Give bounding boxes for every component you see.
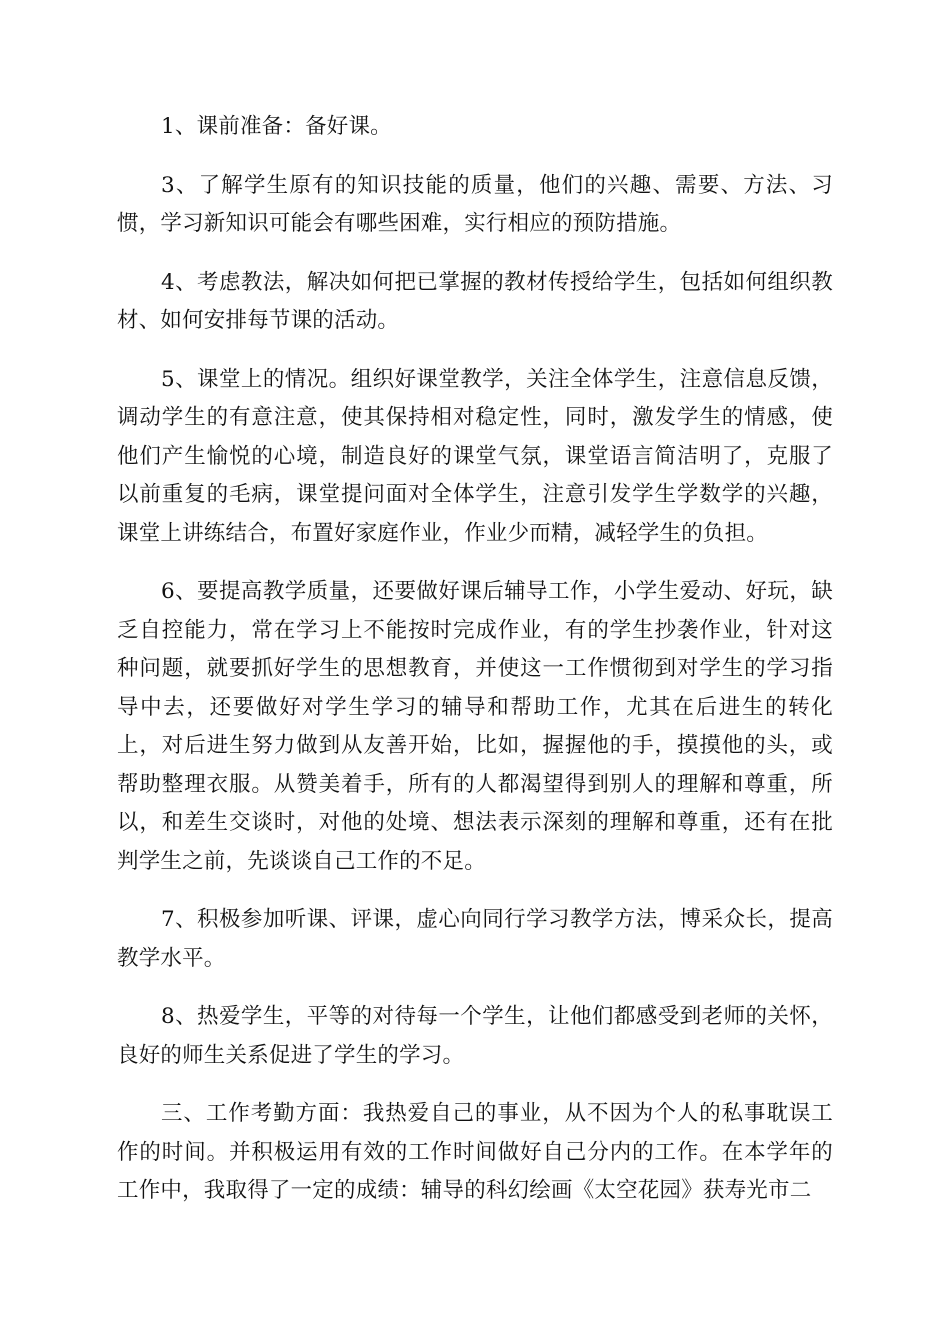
- paragraph-teaching-method: 4、考虑教法，解决如何把已掌握的教材传授给学生，包括如何组织教材、如何安排每节课的活动。: [117, 269, 833, 333]
- document-body: [117, 108, 833, 1231]
- paragraph-student-knowledge: 3、了解学生原有的知识技能的质量，他们的兴趣、需要、方法、习惯，学习新知识可能会有哪些困难，实行相应的预防措施。: [117, 172, 833, 236]
- paragraph-lesson-observation: 7、积极参加听课、评课，虚心向同行学习教学方法，博采众长，提高教学水平。: [117, 907, 833, 971]
- paragraph-attendance: 三、工作考勤方面：我热爱自己的事业，从不因为个人的私事耽误工作的时间。并积极运用有效的工作时间做好自己分内的工作。在本学年的工作中，我取得了一定的成绩：辅导的科幻绘画《太空花园》获寿光市二: [117, 1101, 833, 1203]
- paragraph-classroom: 5、课堂上的情况。组织好课堂教学，关注全体学生，注意信息反馈，调动学生的有意注意，使其保持相对稳定性，同时，激发学生的情感，使他们产生愉悦的心境，制造良好的课堂气氛，课堂语言简洁明了，克服了以前重复的毛病，课堂提问面对全体学生，注意引发学生学数学的兴趣，课堂上讲练结合，布置好家庭作业，作业少而精，减轻学生的负担。: [117, 366, 833, 546]
- paragraph-prep: 1、课前准备：备好课。: [161, 114, 392, 139]
- paragraph-love-students: 8、热爱学生，平等的对待每一个学生，让他们都感受到老师的关怀，良好的师生关系促进了学生的学习。: [117, 1004, 833, 1068]
- paragraph-tutoring: 6、要提高教学质量，还要做好课后辅导工作，小学生爱动、好玩，缺乏自控能力，常在学习上不能按时完成作业，有的学生抄袭作业，针对这种问题，就要抓好学生的思想教育，并使这一工作惯彻到对学生的学习指导中去，还要做好对学生学习的辅导和帮助工作，尤其在后进生的转化上，对后进生努力做到从友善开始，比如，握握他的手，摸摸他的头，或帮助整理衣服。从赞美着手，所有的人都渴望得到别人的理解和尊重，所以，和差生交谈时，对他的处境、想法表示深刻的理解和尊重，还有在批判学生之前，先谈谈自己工作的不足。: [117, 579, 833, 874]
